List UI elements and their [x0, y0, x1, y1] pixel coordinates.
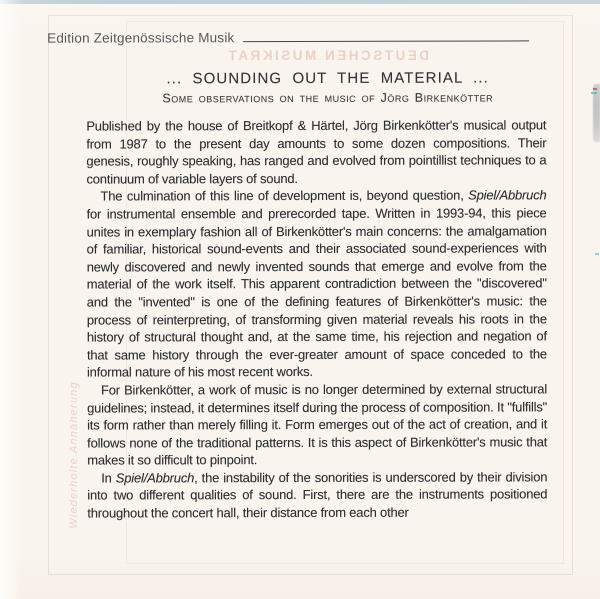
edition-label: Edition Zeitgenössische Musik	[47, 30, 235, 46]
bleedthrough-mirrored-text: DEUTSCHEN MUSIKRAT	[226, 48, 429, 63]
work-title-italic: Spiel/Abbruch	[115, 470, 195, 486]
article-title: ... SOUNDING OUT THE MATERIAL ...	[166, 69, 489, 88]
scan-artifact-cyan-tick	[591, 92, 597, 94]
text-segment: , the instability of the sonorities is underscored by their division into two different qualities of sound. First, there are the instruments positioned throughout the concert hall, their distance from each other	[87, 469, 548, 521]
text-segment: The culmination of this line of development is, beyond question,	[100, 187, 469, 204]
bleedthrough-margin-note: Wiederholte Annäherung	[68, 381, 80, 529]
paragraph-1	[86, 116, 546, 188]
scan-artifact-cyan-tick	[595, 253, 599, 255]
article-subtitle: Some observations on the music of Jörg Birkenkötter	[162, 90, 494, 106]
scan-artifact-red-tick	[593, 88, 597, 90]
edition-header	[47, 29, 529, 45]
header-rule-line	[243, 40, 529, 42]
paragraph-2	[86, 187, 547, 382]
paragraph-3	[87, 380, 547, 469]
text-segment: For Birkenkötter, a work of music is no longer determined by external structural guidelines; instead, it determines itself during the process of composition. It "fulfills" its form rather than merely filling it. Form emerges out of the act of creation, and it follows none of the traditional patterns. It is this aspect of Birkenkötter's music that makes it so difficult to pinpoint.	[87, 381, 548, 468]
text-segment: Published by the house of Breitkopf & Härtel, Jörg Birkenkötter's musical output from 1987 to the present day amounts to some dozen compositions. Their genesis, roughly speaking, has ranged and evolved from pointillist techniques to a continuum of variable layers of sound.	[86, 117, 547, 187]
work-title-italic: Spiel/Abbruch	[468, 187, 547, 203]
paragraph-4	[87, 468, 547, 522]
text-segment: In	[101, 470, 116, 486]
text-segment: for instrumental ensemble and prerecorded tape. Written in 1993-94, this piece unites in exemplary fashion all of Birkenkötter's main concerns: the amalgamation of familiar, historical sound-events and their associated sound-experiences with newly discovered and newly invented sounds that emerge and evolve from the material of the work itself. This apparent contradiction between the "discovered" and the "invented" is one of the defining features of Birkenkötter's music: the process of reinterpreting, of transforming given material reveals his roots in the history of structural thought and, at the same time, his rejection and negation of that same history through the ever-greater amount of space conceded to the informal nature of his most recent works.	[86, 205, 547, 380]
article-body	[86, 116, 547, 522]
article-title-block	[55, 69, 600, 105]
scan-edge-strip	[0, 0, 600, 4]
